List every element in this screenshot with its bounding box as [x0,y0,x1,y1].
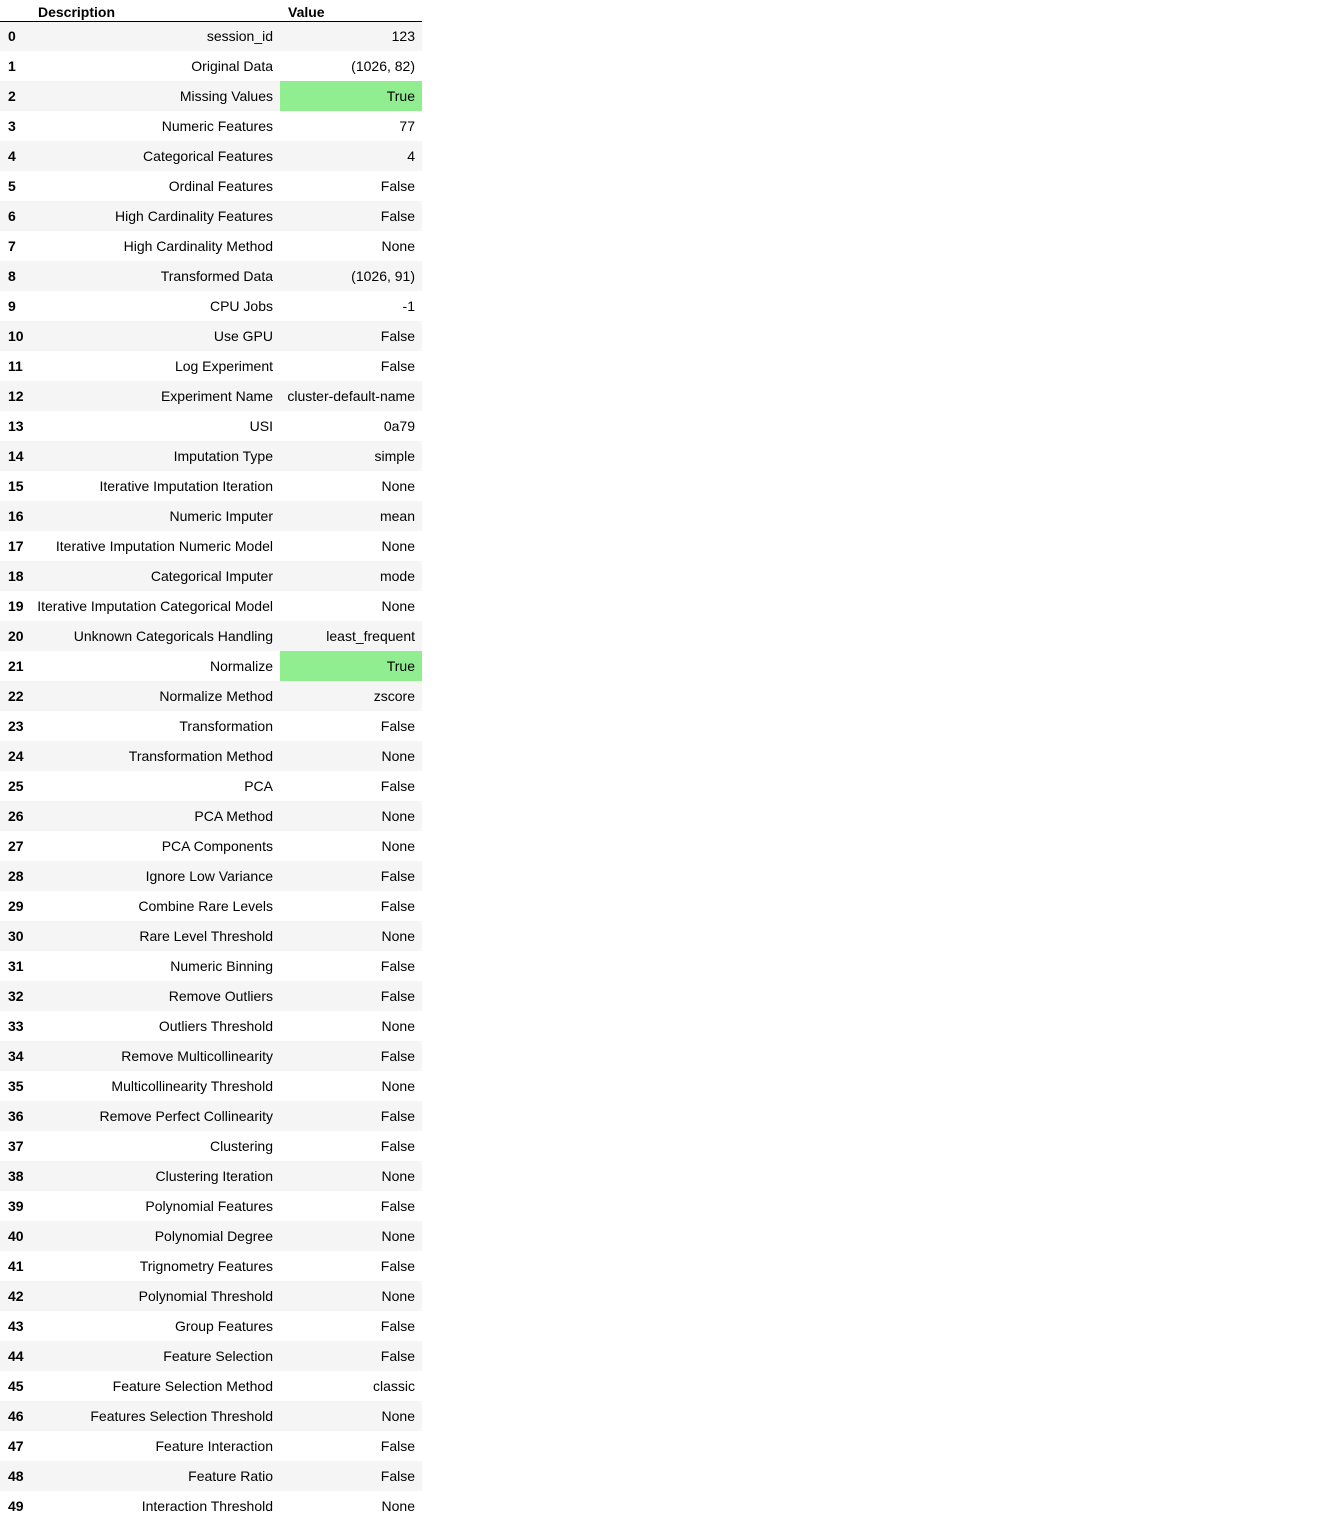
row-index: 21 [0,651,30,681]
table-row [0,201,422,231]
table-row [0,621,422,651]
row-value: cluster-default-name [280,381,422,411]
table-row [0,1341,422,1371]
row-index: 12 [0,381,30,411]
table-row [0,111,422,141]
row-value: 4 [280,141,422,171]
row-index: 1 [0,51,30,81]
row-value-highlighted: True [280,81,422,111]
table-row [0,351,422,381]
row-description: High Cardinality Features [30,201,280,231]
row-value: None [280,1011,422,1041]
header-row [0,0,422,21]
row-value: None [280,1491,422,1521]
row-index: 0 [0,21,30,51]
table-row [0,1251,422,1281]
row-index: 41 [0,1251,30,1281]
table-row [0,861,422,891]
row-description: Combine Rare Levels [30,891,280,921]
row-value: least_frequent [280,621,422,651]
row-value: None [280,1281,422,1311]
row-value-highlighted: True [280,651,422,681]
row-index: 8 [0,261,30,291]
row-value: False [280,891,422,921]
row-index: 36 [0,1101,30,1131]
table-row [0,501,422,531]
header-description: Description [30,0,280,21]
row-index: 45 [0,1371,30,1401]
row-index: 14 [0,441,30,471]
row-description: PCA [30,771,280,801]
row-index: 3 [0,111,30,141]
row-description: Numeric Binning [30,951,280,981]
row-index: 19 [0,591,30,621]
row-description: Missing Values [30,81,280,111]
row-value: None [280,801,422,831]
row-value: 77 [280,111,422,141]
table-row [0,381,422,411]
row-index: 22 [0,681,30,711]
row-index: 39 [0,1191,30,1221]
table-row [0,171,422,201]
table-row [0,831,422,861]
row-description: Transformation Method [30,741,280,771]
row-description: Normalize Method [30,681,280,711]
row-value: 123 [280,21,422,51]
row-index: 32 [0,981,30,1011]
table-header [0,0,422,21]
row-value: -1 [280,291,422,321]
row-value: 0a79 [280,411,422,441]
row-value: False [280,1041,422,1071]
row-description: Multicollinearity Threshold [30,1071,280,1101]
row-value: None [280,231,422,261]
row-description: Numeric Imputer [30,501,280,531]
header-index [0,0,30,21]
row-value: simple [280,441,422,471]
row-value: None [280,1161,422,1191]
table-row [0,1161,422,1191]
row-index: 42 [0,1281,30,1311]
row-value: None [280,471,422,501]
row-description: Features Selection Threshold [30,1401,280,1431]
row-description: Categorical Imputer [30,561,280,591]
row-value: False [280,171,422,201]
row-value: None [280,831,422,861]
row-description: Outliers Threshold [30,1011,280,1041]
row-value: mean [280,501,422,531]
row-description: Ignore Low Variance [30,861,280,891]
row-description: Feature Selection [30,1341,280,1371]
row-index: 24 [0,741,30,771]
table-row [0,681,422,711]
row-description: Feature Ratio [30,1461,280,1491]
table-row [0,321,422,351]
row-value: False [280,351,422,381]
row-index: 18 [0,561,30,591]
row-description: Imputation Type [30,441,280,471]
row-description: Clustering Iteration [30,1161,280,1191]
row-value: None [280,921,422,951]
row-index: 26 [0,801,30,831]
row-value: False [280,981,422,1011]
table-row [0,411,422,441]
table-row [0,141,422,171]
row-description: High Cardinality Method [30,231,280,261]
row-value: None [280,1401,422,1431]
row-index: 38 [0,1161,30,1191]
row-index: 35 [0,1071,30,1101]
row-index: 37 [0,1131,30,1161]
table-row [0,81,422,111]
row-index: 34 [0,1041,30,1071]
row-description: Remove Multicollinearity [30,1041,280,1071]
row-description: Ordinal Features [30,171,280,201]
row-index: 20 [0,621,30,651]
table-row [0,441,422,471]
row-value: False [280,861,422,891]
row-index: 10 [0,321,30,351]
table-row [0,1281,422,1311]
table-row [0,951,422,981]
row-value: False [280,1251,422,1281]
header-value: Value [280,0,422,21]
row-value: mode [280,561,422,591]
table-row [0,1101,422,1131]
row-description: Group Features [30,1311,280,1341]
row-index: 6 [0,201,30,231]
row-value: classic [280,1371,422,1401]
row-description: Rare Level Threshold [30,921,280,951]
row-index: 11 [0,351,30,381]
row-description: Unknown Categoricals Handling [30,621,280,651]
row-index: 16 [0,501,30,531]
table-row [0,1071,422,1101]
table-row [0,651,422,681]
row-description: Clustering [30,1131,280,1161]
row-value: None [280,741,422,771]
row-description: USI [30,411,280,441]
table-row [0,711,422,741]
row-index: 29 [0,891,30,921]
table-body [0,21,422,1521]
row-value: (1026, 82) [280,51,422,81]
setup-summary-table-container [0,0,422,1521]
row-index: 27 [0,831,30,861]
table-row [0,1371,422,1401]
table-row [0,981,422,1011]
row-index: 13 [0,411,30,441]
table-row [0,891,422,921]
table-row [0,771,422,801]
table-row [0,801,422,831]
table-row [0,261,422,291]
table-row [0,591,422,621]
row-value: False [280,321,422,351]
row-description: Experiment Name [30,381,280,411]
row-description: Polynomial Threshold [30,1281,280,1311]
row-index: 48 [0,1461,30,1491]
row-value: False [280,1461,422,1491]
row-description: session_id [30,21,280,51]
table-row [0,231,422,261]
row-value: None [280,591,422,621]
row-value: False [280,1431,422,1461]
row-description: Transformed Data [30,261,280,291]
row-value: False [280,1341,422,1371]
row-description: Polynomial Features [30,1191,280,1221]
row-description: Feature Interaction [30,1431,280,1461]
row-index: 46 [0,1401,30,1431]
row-description: Trignometry Features [30,1251,280,1281]
row-index: 7 [0,231,30,261]
row-description: Remove Perfect Collinearity [30,1101,280,1131]
row-index: 2 [0,81,30,111]
row-description: Normalize [30,651,280,681]
row-description: Interaction Threshold [30,1491,280,1521]
row-description: Iterative Imputation Iteration [30,471,280,501]
row-description: Iterative Imputation Categorical Model [30,591,280,621]
table-row [0,291,422,321]
row-index: 33 [0,1011,30,1041]
table-row [0,531,422,561]
table-row [0,471,422,501]
table-row [0,1431,422,1461]
row-description: Original Data [30,51,280,81]
row-index: 28 [0,861,30,891]
row-description: PCA Method [30,801,280,831]
row-value: (1026, 91) [280,261,422,291]
row-index: 4 [0,141,30,171]
row-value: False [280,951,422,981]
row-description: Iterative Imputation Numeric Model [30,531,280,561]
row-description: Numeric Features [30,111,280,141]
row-value: None [280,1071,422,1101]
row-index: 43 [0,1311,30,1341]
row-value: False [280,1311,422,1341]
row-value: zscore [280,681,422,711]
setup-summary-table [0,0,422,1521]
row-value: False [280,1131,422,1161]
row-description: CPU Jobs [30,291,280,321]
table-row [0,741,422,771]
row-description: Categorical Features [30,141,280,171]
table-row [0,1311,422,1341]
table-row [0,1401,422,1431]
table-row [0,1191,422,1221]
row-index: 15 [0,471,30,501]
table-row [0,1221,422,1251]
row-description: Polynomial Degree [30,1221,280,1251]
row-index: 5 [0,171,30,201]
row-index: 44 [0,1341,30,1371]
table-row [0,1011,422,1041]
row-value: False [280,771,422,801]
row-index: 30 [0,921,30,951]
row-value: None [280,1221,422,1251]
table-row [0,561,422,591]
row-index: 17 [0,531,30,561]
table-row [0,1131,422,1161]
row-index: 23 [0,711,30,741]
row-value: False [280,1191,422,1221]
row-value: False [280,201,422,231]
row-index: 49 [0,1491,30,1521]
row-index: 9 [0,291,30,321]
row-description: Remove Outliers [30,981,280,1011]
row-index: 31 [0,951,30,981]
row-description: Use GPU [30,321,280,351]
row-value: None [280,531,422,561]
row-description: Feature Selection Method [30,1371,280,1401]
table-row [0,921,422,951]
row-description: Transformation [30,711,280,741]
row-description: PCA Components [30,831,280,861]
table-row [0,1041,422,1071]
table-row [0,21,422,51]
row-index: 47 [0,1431,30,1461]
row-index: 25 [0,771,30,801]
row-value: False [280,1101,422,1131]
row-value: False [280,711,422,741]
row-index: 40 [0,1221,30,1251]
table-row [0,1461,422,1491]
table-row [0,1491,422,1521]
row-description: Log Experiment [30,351,280,381]
table-row [0,51,422,81]
